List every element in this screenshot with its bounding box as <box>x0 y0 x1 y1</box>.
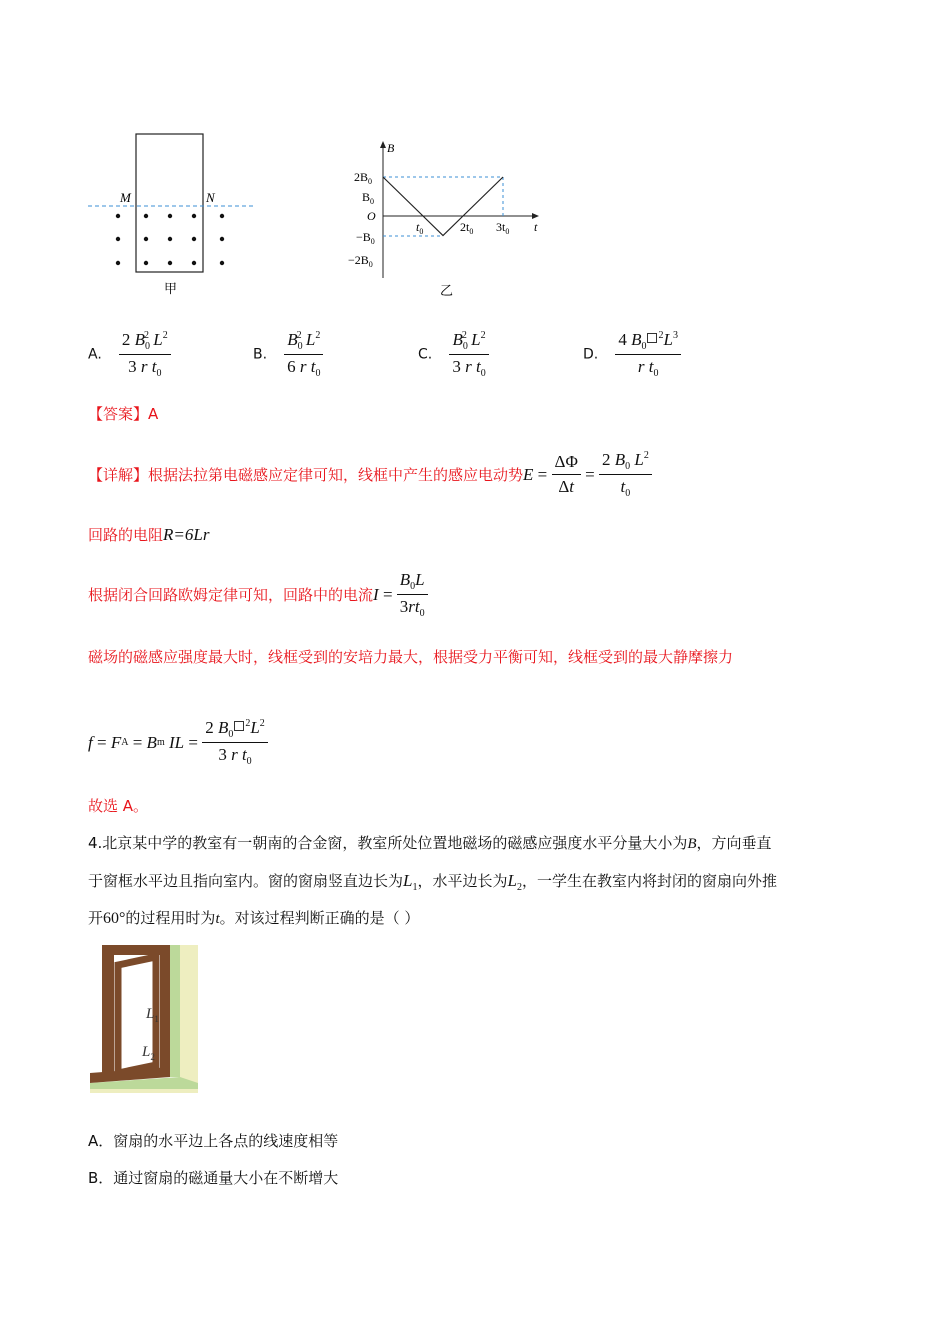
answer-tag: 【答案】 <box>88 405 149 423</box>
option-d-label: D. <box>583 346 599 363</box>
axis-label-b: B <box>387 141 395 155</box>
window-frame-top <box>102 945 170 955</box>
q4-text-1: 4.北京某中学的教室有一朝南的合金窗，教室所处位置地磁场的磁感应强度水平分量大小为 <box>88 834 688 852</box>
window-figure <box>88 943 203 1095</box>
svg-text:t0: $t_0$ <box>416 220 424 236</box>
option-a-label: A. <box>88 346 102 363</box>
q4-text-2b: ，水平边长为 <box>417 872 508 890</box>
y-axis-arrow <box>380 141 386 148</box>
axis-label-t: t <box>534 220 538 234</box>
q4-b-symbol: B <box>687 836 697 852</box>
q4-text-1-end: ，方向垂直 <box>696 834 772 852</box>
q4-text-3b: 的过程用时为 <box>125 909 216 927</box>
current-formula: I = $\frac{B_0L}{3rt_0}$ <box>373 570 428 619</box>
window-frame-left <box>102 945 114 1077</box>
q4-text-3a: 开 <box>88 909 104 927</box>
option-c-label: C. <box>418 346 433 363</box>
q4-angle: 60° <box>103 910 126 927</box>
window-frame-right <box>160 945 170 1077</box>
q4-text-3c: 。对该过程判断正确的是（ ） <box>219 909 420 927</box>
q4-text-2a: 于窗框水平边且指向室内。窗的窗扇竖直边长为 <box>88 872 404 890</box>
svg-text:−B0: $-B_0$ <box>356 230 375 246</box>
option-a[interactable] <box>88 330 171 379</box>
q4-line-2 <box>88 871 777 898</box>
friction-formula: f = F A = B m IL = $\frac{2 B_0^2L^2}{3 r t_0}$ <box>88 718 268 767</box>
detail-line-3 <box>88 570 428 619</box>
caption-yi: 乙 <box>440 284 454 299</box>
option-b-fraction: $\frac{B_0^2 L^2}{6 r t_0}$ <box>284 330 323 379</box>
label-n: N <box>206 190 215 205</box>
emf-formula: E = $\frac{\Delta\Phi}{\Delta t}$ = $\frac{2 B_0 L^2}{t_0}$ <box>523 450 652 499</box>
figure-jia <box>80 125 270 300</box>
x-axis-arrow <box>532 213 539 219</box>
origin-label: O <box>367 209 376 223</box>
svg-text:B0: $B_0$ <box>362 190 375 206</box>
q4-option-b[interactable]: B．通过窗扇的磁通量大小在不断增大 <box>88 1169 339 1187</box>
svg-text:2B0: $2B_0$ <box>354 170 373 186</box>
detail-line-2 <box>88 525 209 545</box>
wall-yellow <box>178 945 198 1093</box>
sill-yellow <box>90 1089 198 1093</box>
caption-jia: 甲 <box>164 282 178 297</box>
figure-yi-bt-graph <box>340 138 555 303</box>
svg-text:2t0: $2t_0$ <box>460 220 474 236</box>
q4-option-a[interactable]: A．窗扇的水平边上各点的线速度相等 <box>88 1132 339 1150</box>
magnetic-field-dots <box>116 214 224 265</box>
q4-line-3 <box>88 908 419 929</box>
option-b-label: B. <box>253 346 268 363</box>
answer-line <box>88 404 158 424</box>
svg-text:3t0: $3t_0$ <box>496 220 510 236</box>
detail-line-1 <box>88 450 652 499</box>
resistance-formula: R=6Lr <box>163 525 210 544</box>
window-label-l2: $L_2$ <box>142 1044 155 1062</box>
option-d-fraction: $\frac{4 B_0^2L^3}{r t_0}$ <box>615 330 681 379</box>
option-d[interactable] <box>583 330 681 379</box>
option-a-fraction: $\frac{2 B_0^2 L^2}{3 r t_0}$ <box>119 330 171 379</box>
q4-line-1 <box>88 833 772 854</box>
wire-frame <box>136 134 203 272</box>
q4-text-2c: ，一学生在教室内将封闭的窗扇向外推 <box>521 872 777 890</box>
label-m: M <box>120 190 131 205</box>
conclusion: 故选 A。 <box>88 797 149 815</box>
svg-text:−2B0: $-2B_0$ <box>348 253 373 269</box>
answer-value: A <box>148 405 159 423</box>
detail-text-2: 回路的电阻 <box>88 526 164 544</box>
option-c[interactable] <box>418 330 489 379</box>
series-line-b <box>383 177 503 236</box>
q4-t-symbol: t <box>215 911 220 927</box>
detail-tag: 【详解】 <box>88 465 149 484</box>
q4-l2-symbol: $L_2$ <box>507 871 522 893</box>
option-c-fraction: $\frac{B_0^2 L^2}{3 r t_0}$ <box>449 330 488 379</box>
window-label-l1: $L_1$ <box>146 1006 159 1024</box>
option-b[interactable] <box>253 330 324 379</box>
detail-text-3: 根据闭合回路欧姆定律可知，回路中的电流 <box>88 585 374 604</box>
detail-text-1: 根据法拉第电磁感应定律可知，线框中产生的感应电动势 <box>148 465 524 484</box>
detail-line-4: 磁场的磁感应强度最大时，线框受到的安培力最大，根据受力平衡可知，线框受到的最大静摩擦力 <box>88 648 734 666</box>
q4-l1-symbol: $L_1$ <box>403 871 418 893</box>
